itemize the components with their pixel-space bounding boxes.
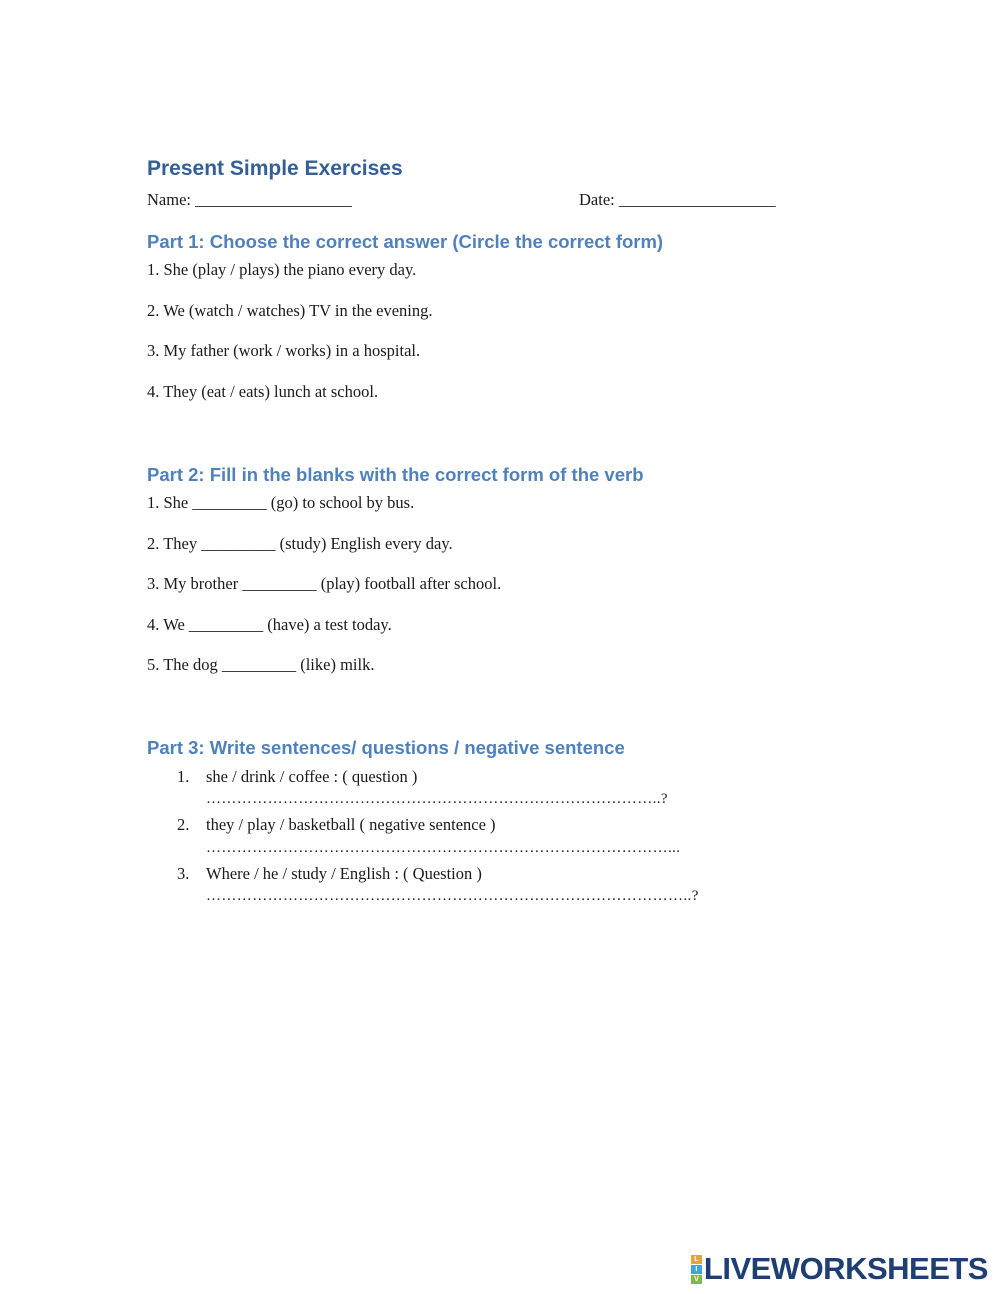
part1-item[interactable]: 3. My father (work / works) in a hospital. — [147, 341, 421, 360]
part1-item[interactable]: 4. They (eat / eats) lunch at school. — [147, 382, 379, 401]
part3-item-number: 2. — [177, 815, 190, 834]
liveworksheets-logo[interactable] — [691, 1251, 988, 1287]
name-field[interactable]: Name: ___________________ — [147, 190, 352, 209]
part1-item[interactable]: 1. She (play / plays) the piano every day. — [147, 260, 417, 279]
part3-item-number: 1. — [177, 767, 190, 786]
part3-heading: Part 3: Write sentences/ questions / negative sentence — [147, 737, 625, 758]
part3-answer-line[interactable]: ……………………………………………………………………………..? — [206, 791, 668, 807]
part3-item-number: 3. — [177, 864, 190, 883]
part3-item-prompt: they / play / basketball ( negative sentence ) — [206, 815, 496, 834]
part1-item[interactable]: 2. We (watch / watches) TV in the evening. — [147, 301, 433, 320]
part2-item[interactable]: 5. The dog _________ (like) milk. — [147, 655, 375, 674]
logo-wordmark: LIVEWORKSHEETS — [703, 1251, 988, 1286]
date-field[interactable]: Date: ___________________ — [579, 190, 776, 209]
page-title: Present Simple Exercises — [147, 157, 403, 180]
part3-answer-line[interactable]: …………………………………………………………………………………..? — [206, 888, 699, 904]
part2-item[interactable]: 3. My brother _________ (play) football after school. — [147, 574, 502, 593]
part2-heading: Part 2: Fill in the blanks with the correct form of the verb — [147, 464, 644, 485]
part2-item[interactable]: 2. They _________ (study) English every day. — [147, 534, 453, 553]
part3-answer-line[interactable]: ………………………………………………………………………………... — [206, 840, 681, 856]
logo-block: I — [691, 1265, 702, 1274]
part3-item-prompt: Where / he / study / English : ( Question ) — [206, 864, 482, 883]
part1-heading: Part 1: Choose the correct answer (Circle the correct form) — [147, 231, 664, 252]
part3-item-prompt: she / drink / coffee : ( question ) — [206, 767, 418, 786]
logo-block: V — [691, 1275, 702, 1284]
logo-mark-icon — [691, 1255, 702, 1284]
logo-block: L — [691, 1255, 702, 1264]
part2-item[interactable]: 1. She _________ (go) to school by bus. — [147, 493, 415, 512]
part2-item[interactable]: 4. We _________ (have) a test today. — [147, 615, 392, 634]
